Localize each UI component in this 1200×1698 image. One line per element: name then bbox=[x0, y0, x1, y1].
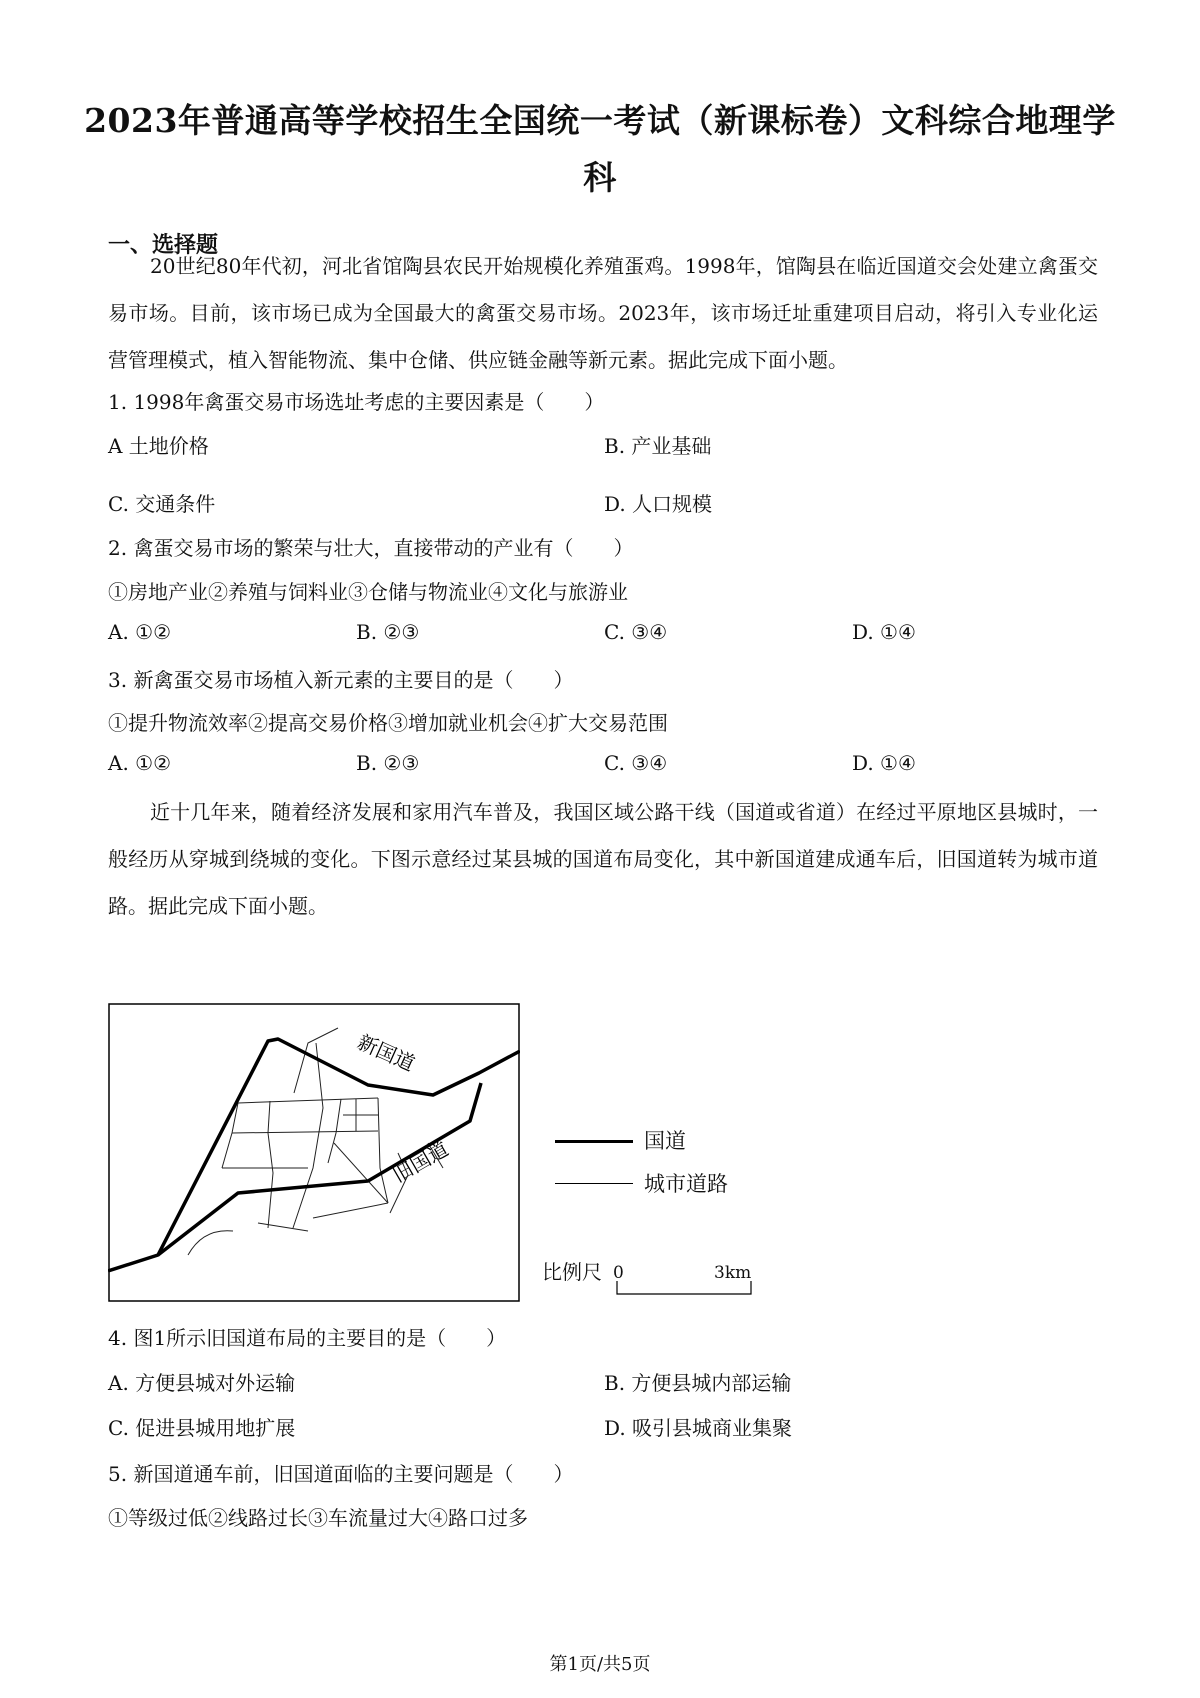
scale-zero: 0 bbox=[613, 1263, 624, 1283]
q2-option-c[interactable]: C. ③④ bbox=[604, 620, 668, 644]
passage-1: 20世纪80年代初，河北省馆陶县农民开始规模化养殖蛋鸡。1998年，馆陶县在临近国道交会处建立禽蛋交易市场。目前，该市场已成为全国最大的禽蛋交易市场。2023年，该市场迁址重建项目启动，将引入专业化运营管理模式，植入智能物流、集中仓储、供应链金融等新元素。据此完成下面小题。 bbox=[108, 254, 1098, 372]
legend-city-label: 城市道路 bbox=[644, 1172, 728, 1196]
scale-bar bbox=[616, 1280, 752, 1296]
road-layout-map bbox=[108, 1003, 520, 1302]
q1-option-d[interactable]: D. 人口规模 bbox=[604, 492, 713, 516]
q2-option-a[interactable]: A. ①② bbox=[108, 620, 172, 644]
legend-city-line bbox=[555, 1183, 633, 1184]
q1-option-a[interactable]: A 土地价格 bbox=[108, 434, 209, 458]
scale-end: 3km bbox=[714, 1263, 752, 1283]
q4-option-a[interactable]: A. 方便县城对外运输 bbox=[108, 1371, 296, 1395]
q3-option-b[interactable]: B. ②③ bbox=[356, 751, 420, 775]
q3-option-d[interactable]: D. ①④ bbox=[852, 751, 916, 775]
q5-items: ①等级过低②线路过长③车流量过大④路口过多 bbox=[108, 1506, 528, 1530]
exam-title-line1: 2023年普通高等学校招生全国统一考试（新课标卷）文科综合地理学 bbox=[84, 101, 1116, 140]
q1-option-b[interactable]: B. 产业基础 bbox=[604, 434, 712, 458]
q3-items: ①提升物流效率②提高交易价格③增加就业机会④扩大交易范围 bbox=[108, 711, 668, 735]
q2-option-b[interactable]: B. ②③ bbox=[356, 620, 420, 644]
new-road-label: 新国道 bbox=[353, 1029, 419, 1076]
q3-option-a[interactable]: A. ①② bbox=[108, 751, 172, 775]
q4-option-d[interactable]: D. 吸引县城商业集聚 bbox=[604, 1416, 793, 1440]
page-number: 第1页/共5页 bbox=[549, 1654, 651, 1675]
q2-stem: 2. 禽蛋交易市场的繁荣与壮大，直接带动的产业有（ ） bbox=[108, 536, 634, 560]
q3-stem: 3. 新禽蛋交易市场植入新元素的主要目的是（ ） bbox=[108, 668, 574, 692]
q4-option-b[interactable]: B. 方便县城内部运输 bbox=[604, 1371, 792, 1395]
q3-option-c[interactable]: C. ③④ bbox=[604, 751, 668, 775]
old-road-label: 旧国道 bbox=[388, 1136, 453, 1188]
legend-national-line bbox=[555, 1140, 633, 1143]
map-frame bbox=[109, 1004, 519, 1301]
section-heading: 一、选择题 bbox=[108, 232, 219, 258]
q1-option-c[interactable]: C. 交通条件 bbox=[108, 492, 216, 516]
scale-label: 比例尺 bbox=[542, 1260, 602, 1284]
legend-national-label: 国道 bbox=[644, 1129, 686, 1153]
q1-stem: 1. 1998年禽蛋交易市场选址考虑的主要因素是（ ） bbox=[108, 390, 605, 414]
exam-title-line2: 科 bbox=[583, 158, 617, 197]
q4-stem: 4. 图1所示旧国道布局的主要目的是（ ） bbox=[108, 1326, 507, 1350]
q2-items: ①房地产业②养殖与饲料业③仓储与物流业④文化与旅游业 bbox=[108, 580, 628, 604]
q5-stem: 5. 新国道通车前，旧国道面临的主要问题是（ ） bbox=[108, 1462, 574, 1486]
passage-2: 近十几年来，随着经济发展和家用汽车普及，我国区域公路干线（国道或省道）在经过平原地区县城时，一般经历从穿城到绕城的变化。下图示意经过某县城的国道布局变化，其中新国道建成通车后，旧国道转为城市道路。据此完成下面小题。 bbox=[108, 800, 1098, 918]
q4-option-c[interactable]: C. 促进县城用地扩展 bbox=[108, 1416, 296, 1440]
q2-option-d[interactable]: D. ①④ bbox=[852, 620, 916, 644]
